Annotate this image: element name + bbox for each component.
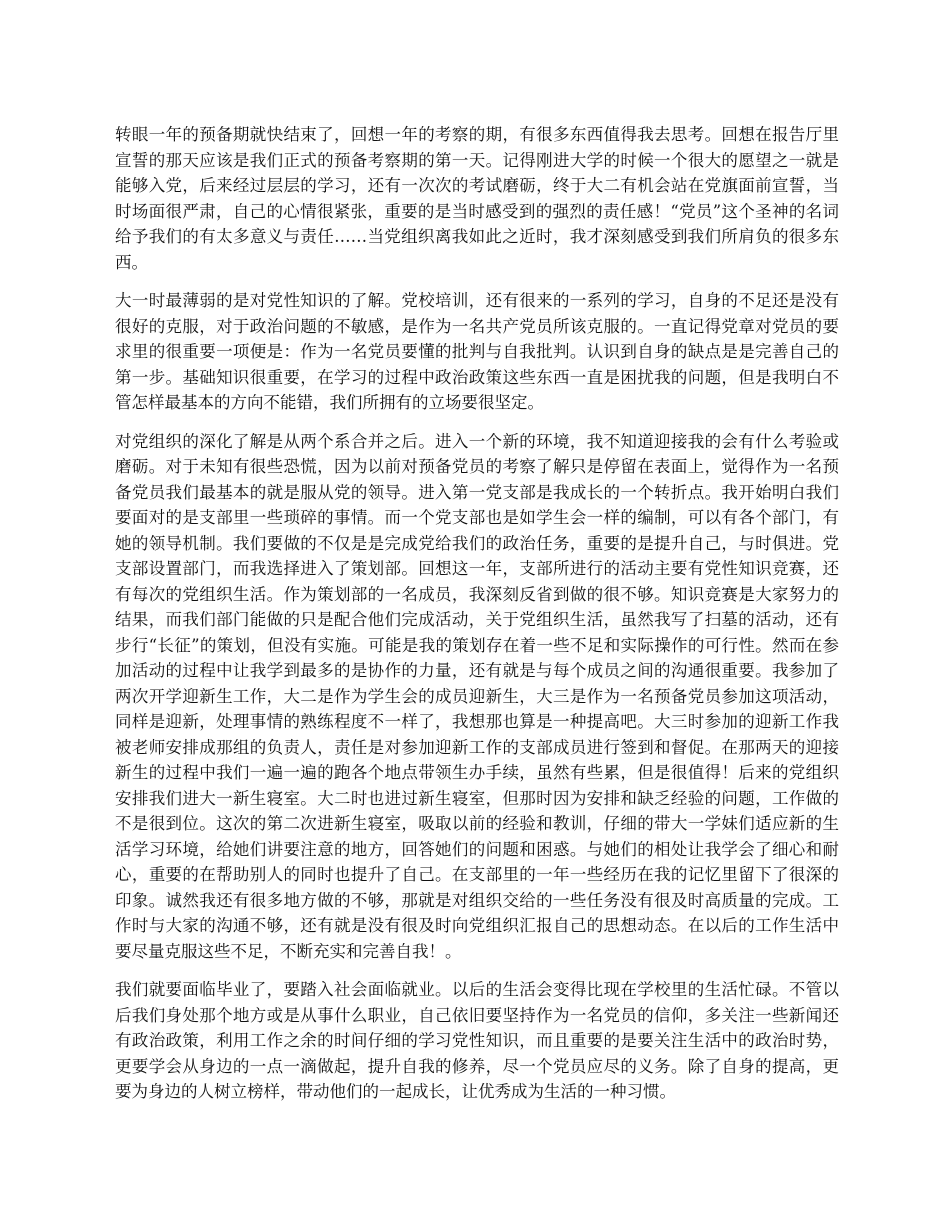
paragraph-1: 转眼一年的预备期就快结束了，回想一年的考察的期，有很多东西值得我去思考。回想在报告厅里宣誓的那天应该是我们正式的预备考察期的第一天。记得刚进大学的时候一个很大的愿望之一就是能够入党，后来经过层层的学习，还有一次次的考试磨砺，终于大二有机会站在党旗面前宣誓，当时场面很严肃，自己的心情很紧张，重要的是当时感受到的强烈的责任感！“党员”这个圣神的名词给予我们的有太多意义与责任……当党组织离我如此之近时，我才深刻感受到我们所肩负的很多东西。: [115, 125, 839, 272]
paragraph-4: 我们就要面临毕业了，要踏入社会面临就业。以后的生活会变得比现在学校里的生活忙碌。不管以后我们身处那个地方或是从事什么职业，自己依旧要坚持作为一名党员的信仰，多关注一些新闻还有政治政策，利用工作之余的时间仔细的学习党性知识，而且重要的是要关注生活中的政治时势，更要学会从身边的一点一滴做起，提升自我的修养，尽一个党员应尽的义务。除了自身的提高，更要为身边的人树立榜样，带动他们的一起成长，让优秀成为生活的一种习惯。: [115, 980, 839, 1101]
document-body: [115, 122, 839, 1118]
paragraph-3: 对党组织的深化了解是从两个系合并之后。进入一个新的环境，我不知道迎接我的会有什么考验或磨砺。对于未知有很些恐慌，因为以前对预备党员的考察了解只是停留在表面上，觉得作为一名预备党员我们最基本的就是服从党的领导。进入第一党支部是我成长的一个转折点。我开始明白我们要面对的是支部里一些琐碎的事情。而一个党支部也是如学生会一样的编制，可以有各个部门，有她的领导机制。我们要做的不仅是是完成党给我们的政治任务，重要的是提升自己，与时俱进。党支部设置部门，而我选择进入了策划部。回想这一年，支部所进行的活动主要有党性知识竞赛，还有每次的党组织生活。作为策划部的一名成员，我深刻反省到做的很不够。知识竞赛是大家努力的结果，而我们部门能做的只是配合他们完成活动，关于党组织生活，虽然我写了扫墓的活动，还有步行“长征”的策划，但没有实施。可能是我的策划存在着一些不足和实际操作的可行性。然而在参加活动的过程中让我学到最多的是协作的力量，还有就是与每个成员之间的沟通很重要。我参加了两次开学迎新生工作，大二是作为学生会的成员迎新生，大三是作为一名预备党员参加这项活动，同样是迎新，处理事情的熟练程度不一样了，我想那也算是一种提高吧。大三时参加的迎新工作我被老师安排成那组的负责人，责任是对参加迎新工作的支部成员进行签到和督促。在那两天的迎接新生的过程中我们一遍一遍的跑各个地点带领生办手续，虽然有些累，但是很值得！后来的党组织安排我们进大一新生寝室。大二时也进过新生寝室，但那时因为安排和缺乏经验的问题，工作做的不是很到位。这次的第二次进新生寝室，吸取以前的经验和教训，仔细的带大一学妹们适应新的生活学习环境，给她们讲要注意的地方，回答她们的问题和困惑。与她们的相处让我学会了细心和耐心，重要的在帮助别人的同时也提升了自己。在支部里的一年一些经历在我的记忆里留下了很深的印象。诚然我还有很多地方做的不够，那就是对组织交给的一些任务没有很及时高质量的完成。工作时与大家的沟通不够，还有就是没有很及时向党组织汇报自己的思想动态。在以后的工作生活中要尽量克服这些不足，不断充实和完善自我！。: [115, 431, 839, 961]
paragraph-2: 大一时最薄弱的是对党性知识的了解。党校培训，还有很来的一系列的学习，自身的不足还是没有很好的克服，对于政治问题的不敏感，是作为一名共产党员所该克服的。一直记得党章对党员的要求里的很重要一项便是：作为一名党员要懂的批判与自我批判。认识到自身的缺点是是完善自己的第一步。基础知识很重要，在学习的过程中政治政策这些东西一直是困扰我的问题，但是我明白不管怎样最基本的方向不能错，我们所拥有的立场要很坚定。: [115, 291, 839, 412]
